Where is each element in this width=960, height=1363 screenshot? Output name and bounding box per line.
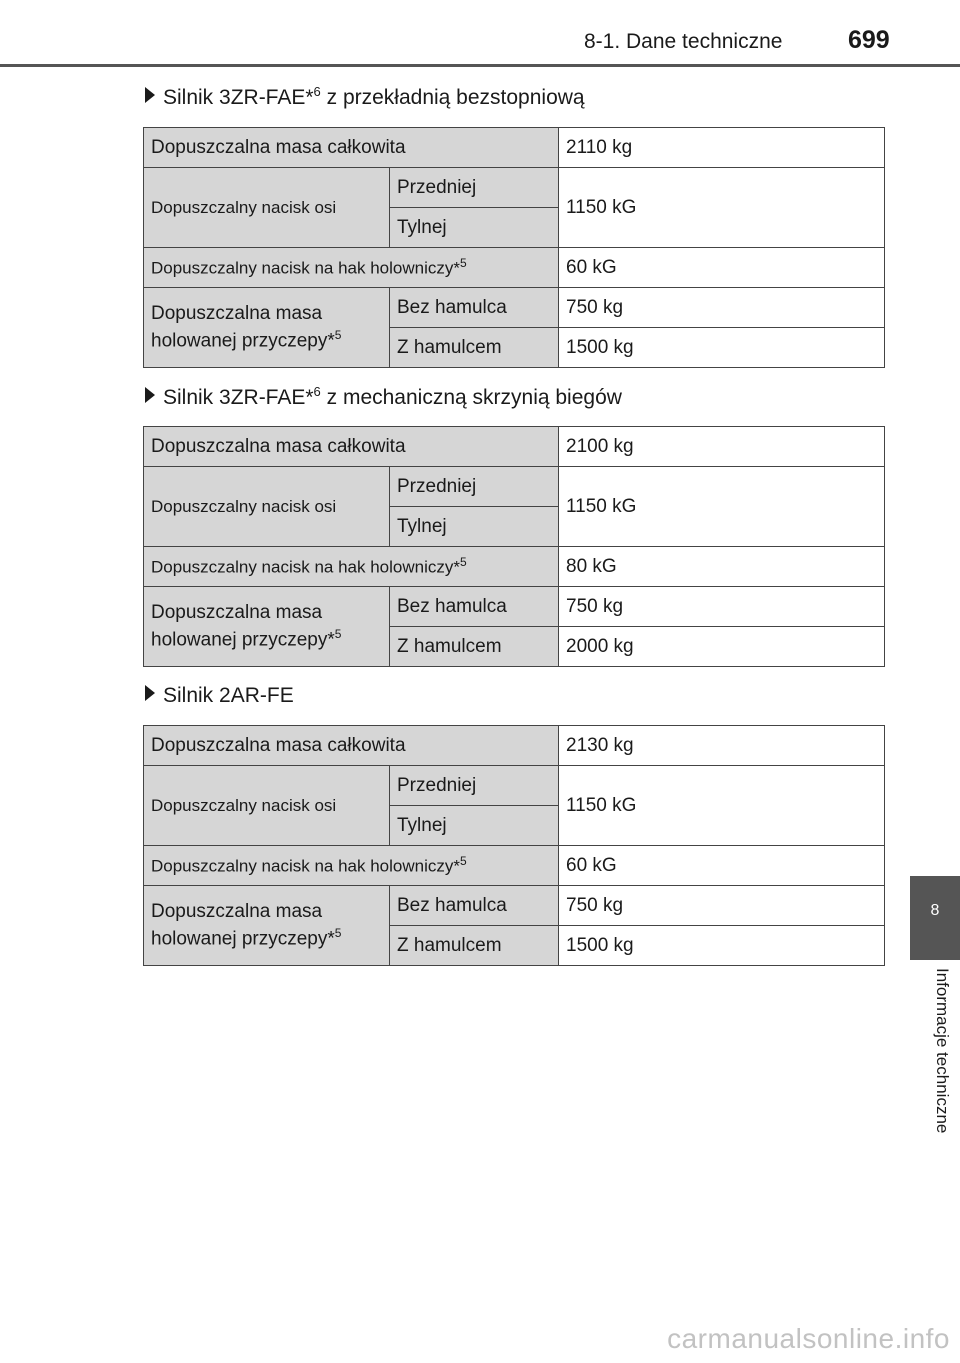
- hitch-load-label: Dopuszczalny nacisk na hak holowniczy*$^5$: [144, 547, 559, 587]
- total-mass-label: Dopuszczalna masa całkowita: [144, 427, 559, 467]
- hitch-load-value: 80 kG: [559, 547, 885, 587]
- total-mass-value: 2100 kg: [559, 427, 885, 467]
- section-heading-1: Silnik 3ZR-FAE*$^6$ z przekładnią bezstopniową: [145, 84, 585, 110]
- bullet-triangle-icon: [145, 685, 155, 701]
- rear-axle-label: Tylnej: [390, 208, 559, 248]
- braked-label: Z hamulcem: [390, 627, 559, 667]
- table-row: [144, 467, 885, 507]
- braked-value: 1500 kg: [559, 328, 885, 368]
- axle-load-label: Dopuszczalny nacisk osi: [144, 766, 390, 846]
- unbraked-value: 750 kg: [559, 288, 885, 328]
- table-row: [144, 766, 885, 806]
- total-mass-value: 2110 kg: [559, 128, 885, 168]
- bullet-triangle-icon: [145, 387, 155, 403]
- braked-value: 1500 kg: [559, 926, 885, 966]
- spec-table-3: [143, 725, 885, 966]
- table-row: [144, 288, 885, 328]
- table-row: [144, 726, 885, 766]
- rear-axle-label: Tylnej: [390, 507, 559, 547]
- axle-load-value: 1150 kG: [559, 168, 885, 248]
- bullet-triangle-icon: [145, 87, 155, 103]
- front-axle-label: Przedniej: [390, 168, 559, 208]
- axle-load-value: 1150 kG: [559, 467, 885, 547]
- unbraked-label: Bez hamulca: [390, 288, 559, 328]
- trailer-mass-label: Dopuszczalna masa holowanej przyczepy*$^5$: [144, 587, 390, 667]
- spec-table-1: [143, 127, 885, 368]
- axle-load-label: Dopuszczalny nacisk osi: [144, 168, 390, 248]
- table-row: [144, 427, 885, 467]
- section-title: 8-1. Dane techniczne: [584, 30, 783, 53]
- chapter-label: Informacje techniczne: [933, 968, 952, 1134]
- table-row: [144, 846, 885, 886]
- section-heading-3: Silnik 2AR-FE: [145, 682, 294, 708]
- trailer-mass-label: Dopuszczalna masa holowanej przyczepy*$^5$: [144, 886, 390, 966]
- axle-load-label: Dopuszczalny nacisk osi: [144, 467, 390, 547]
- hitch-load-label: Dopuszczalny nacisk na hak holowniczy*$^5$: [144, 248, 559, 288]
- table-row: [144, 886, 885, 926]
- braked-label: Z hamulcem: [390, 926, 559, 966]
- axle-load-value: 1150 kG: [559, 766, 885, 846]
- table-row: [144, 248, 885, 288]
- total-mass-label: Dopuszczalna masa całkowita: [144, 726, 559, 766]
- trailer-mass-label: Dopuszczalna masa holowanej przyczepy*$^5$: [144, 288, 390, 368]
- hitch-load-value: 60 kG: [559, 248, 885, 288]
- table-row: [144, 168, 885, 208]
- unbraked-value: 750 kg: [559, 886, 885, 926]
- hitch-load-label: Dopuszczalny nacisk na hak holowniczy*$^5$: [144, 846, 559, 886]
- total-mass-label: Dopuszczalna masa całkowita: [144, 128, 559, 168]
- unbraked-label: Bez hamulca: [390, 587, 559, 627]
- watermark: carmanualsonline.info: [667, 1323, 950, 1354]
- spec-table-2: [143, 426, 885, 667]
- rear-axle-label: Tylnej: [390, 806, 559, 846]
- front-axle-label: Przedniej: [390, 766, 559, 806]
- chapter-number: 8: [930, 902, 940, 919]
- braked-label: Z hamulcem: [390, 328, 559, 368]
- chapter-tab: [910, 876, 960, 960]
- table-row: [144, 547, 885, 587]
- front-axle-label: Przedniej: [390, 467, 559, 507]
- hitch-load-value: 60 kG: [559, 846, 885, 886]
- page-number: 699: [848, 26, 890, 54]
- table-row: [144, 587, 885, 627]
- section-heading-2: Silnik 3ZR-FAE*$^6$ z mechaniczną skrzynią biegów: [145, 384, 622, 410]
- unbraked-label: Bez hamulca: [390, 886, 559, 926]
- unbraked-value: 750 kg: [559, 587, 885, 627]
- table-row: [144, 128, 885, 168]
- total-mass-value: 2130 kg: [559, 726, 885, 766]
- header-divider: [0, 64, 960, 67]
- braked-value: 2000 kg: [559, 627, 885, 667]
